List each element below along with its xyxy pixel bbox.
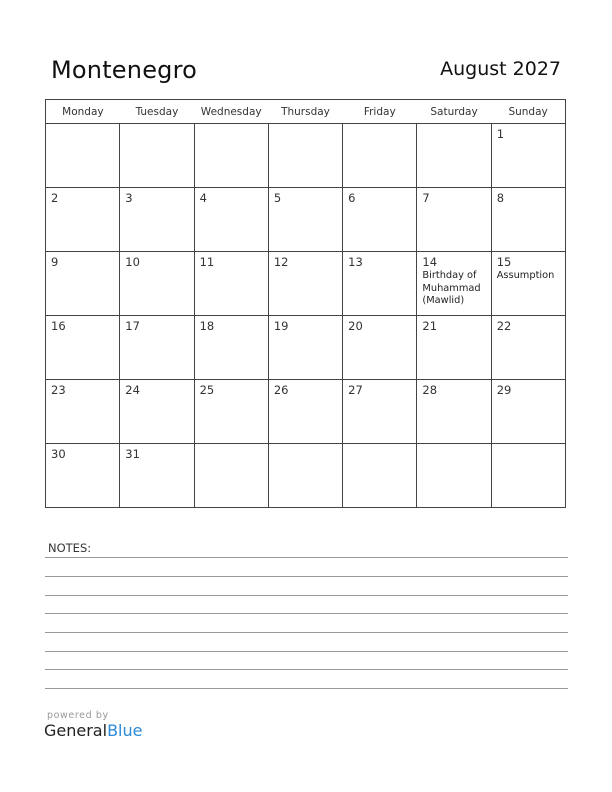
day-number: 9 xyxy=(51,255,59,269)
weekday-header: Sunday xyxy=(491,100,565,124)
weekday-header-row xyxy=(46,100,566,124)
day-cell xyxy=(194,316,268,380)
brand-general: General xyxy=(44,721,108,740)
day-number: 1 xyxy=(496,127,505,141)
day-cell xyxy=(194,252,268,316)
week-row xyxy=(46,380,566,444)
weekday-header: Friday xyxy=(343,100,417,124)
day-number: 31 xyxy=(125,447,140,461)
calendar-grid xyxy=(45,99,566,508)
day-number: 2 xyxy=(51,191,59,205)
day-number: 8 xyxy=(496,191,505,205)
holiday-label: Birthday of Muhammad (Mawlid) xyxy=(422,270,481,306)
day-cell xyxy=(194,124,268,188)
generalblue-logo[interactable] xyxy=(44,721,142,740)
day-cell xyxy=(268,124,342,188)
day-cell xyxy=(417,444,491,508)
note-line xyxy=(45,632,568,633)
day-cell xyxy=(491,316,565,380)
day-number: 27 xyxy=(348,383,363,397)
day-cell xyxy=(46,316,120,380)
day-cell xyxy=(417,380,491,444)
note-line xyxy=(45,669,568,670)
day-cell xyxy=(417,188,491,252)
day-cell xyxy=(120,316,194,380)
day-number: 22 xyxy=(496,319,512,333)
powered-by-text: powered by xyxy=(47,710,109,721)
day-cell xyxy=(491,444,565,508)
note-line xyxy=(45,576,568,577)
day-number: 20 xyxy=(348,319,363,333)
day-cell xyxy=(268,316,342,380)
day-number: 4 xyxy=(199,191,207,205)
day-cell xyxy=(417,316,491,380)
day-number: 6 xyxy=(348,191,356,205)
day-number: 29 xyxy=(496,383,512,397)
day-number: 5 xyxy=(273,191,282,205)
day-number: 15 xyxy=(496,255,512,269)
day-cell xyxy=(343,444,417,508)
day-number: 12 xyxy=(273,255,289,269)
day-cell xyxy=(46,380,120,444)
day-cell xyxy=(46,444,120,508)
day-number: 17 xyxy=(125,319,140,333)
day-cell xyxy=(120,124,194,188)
day-cell xyxy=(343,252,417,316)
day-cell xyxy=(491,124,565,188)
week-row xyxy=(46,444,566,508)
week-row xyxy=(46,252,566,316)
day-cell xyxy=(343,188,417,252)
day-cell xyxy=(417,124,491,188)
day-cell xyxy=(194,380,268,444)
day-cell xyxy=(120,252,194,316)
day-cell xyxy=(46,124,120,188)
day-number: 21 xyxy=(422,319,438,333)
day-number: 30 xyxy=(51,447,66,461)
day-number: 28 xyxy=(422,383,438,397)
day-cell xyxy=(343,380,417,444)
day-number: 14 xyxy=(422,255,438,269)
day-number: 16 xyxy=(51,319,66,333)
note-line xyxy=(45,595,568,596)
notes-label: NOTES: xyxy=(48,541,92,555)
country-title: Montenegro xyxy=(51,56,198,84)
day-number: 7 xyxy=(422,191,430,205)
day-number: 26 xyxy=(273,383,289,397)
weekday-header: Saturday xyxy=(417,100,491,124)
day-cell xyxy=(343,124,417,188)
day-number: 24 xyxy=(125,383,140,397)
holiday-label: Assumption xyxy=(496,270,555,281)
day-cell xyxy=(491,380,565,444)
day-cell xyxy=(194,188,268,252)
week-row xyxy=(46,316,566,380)
day-cell xyxy=(120,188,194,252)
day-cell xyxy=(46,188,120,252)
day-cell xyxy=(120,444,194,508)
day-cell xyxy=(417,252,491,316)
weekday-header: Thursday xyxy=(268,100,342,124)
day-number: 13 xyxy=(348,255,363,269)
day-cell xyxy=(194,444,268,508)
note-line xyxy=(45,688,568,689)
day-number: 10 xyxy=(125,255,140,269)
brand-blue: Blue xyxy=(107,721,143,740)
day-cell xyxy=(120,380,194,444)
note-line xyxy=(45,557,568,558)
month-year-title: August 2027 xyxy=(440,58,561,80)
weekday-header: Monday xyxy=(46,100,120,124)
note-line xyxy=(45,613,568,614)
day-cell xyxy=(268,252,342,316)
day-number: 11 xyxy=(199,255,215,269)
day-number: 23 xyxy=(51,383,66,397)
day-cell xyxy=(268,188,342,252)
week-row xyxy=(46,124,566,188)
weekday-header: Wednesday xyxy=(194,100,268,124)
weekday-header: Tuesday xyxy=(120,100,194,124)
day-number: 19 xyxy=(273,319,289,333)
day-cell xyxy=(491,252,565,316)
note-line xyxy=(45,651,568,652)
week-row xyxy=(46,188,566,252)
day-cell xyxy=(268,444,342,508)
day-cell xyxy=(46,252,120,316)
day-cell xyxy=(343,316,417,380)
day-cell xyxy=(268,380,342,444)
day-number: 25 xyxy=(199,383,215,397)
day-number: 3 xyxy=(125,191,133,205)
day-cell xyxy=(491,188,565,252)
day-number: 18 xyxy=(199,319,215,333)
